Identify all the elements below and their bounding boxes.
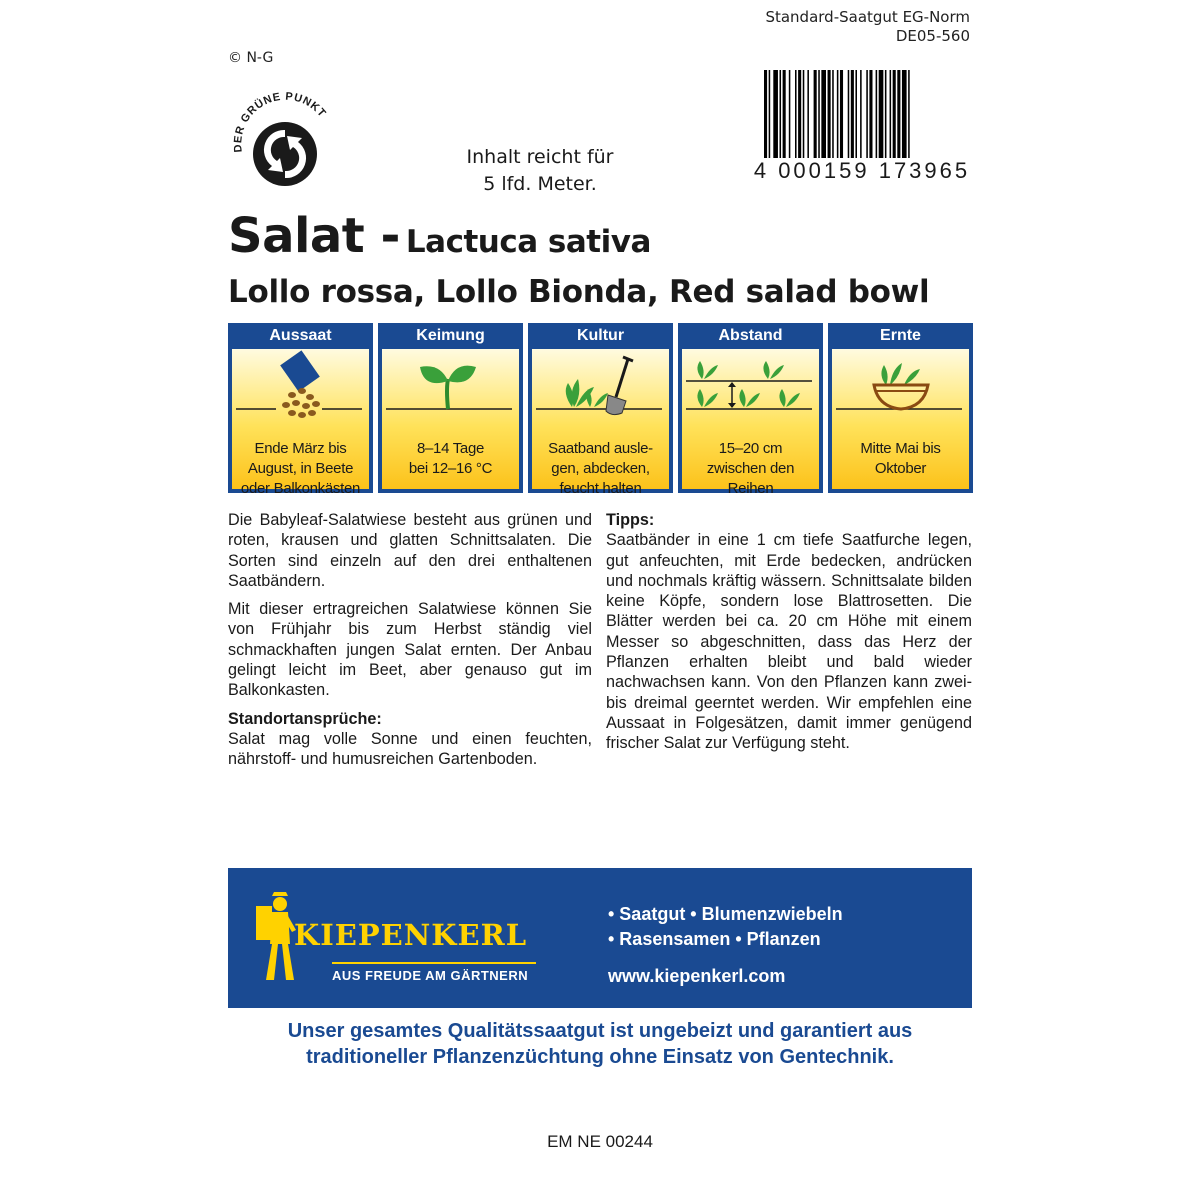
quality-note-line: traditioneller Pflanzenzüchtung ohne Einsatz von Gentechnik. <box>306 1046 894 1068</box>
gruener-punkt-logo <box>228 86 343 201</box>
quality-note-line: Unser gesamtes Qualitätssaatgut ist ungebeizt und garantiert aus <box>287 1020 913 1042</box>
brand-banner <box>228 868 972 1008</box>
product-range-line: • Rasensamen • Pflanzen <box>608 929 821 949</box>
card-kultur <box>528 323 673 497</box>
harvest-bowl-icon <box>832 349 969 437</box>
card-title: Keimung <box>416 327 485 344</box>
description-column <box>228 510 592 778</box>
card-text-line: Reihen <box>727 480 774 497</box>
brand-url: www.kiepenkerl.com <box>608 966 786 986</box>
card-text <box>532 439 669 499</box>
footer-code: EM NE 00244 <box>547 1132 653 1151</box>
copyright-note: © N-G <box>228 50 274 66</box>
card-text-line: Saatband ausle- <box>548 440 653 457</box>
description-paragraph: Die Babyleaf-Salatwiese besteht aus grünen und roten, krausen und glatten Schnittsalaten. Die Sorten sind einzeln auf den drei enthaltenen Saatbändern. <box>228 511 592 590</box>
gruener-punkt-ring-text: DER GRÜNE PUNKT <box>232 90 329 153</box>
card-text <box>682 439 819 499</box>
card-abstand <box>678 323 823 497</box>
card-text-line: bei 12–16 °C <box>408 460 493 477</box>
row-spacing-icon <box>682 349 819 437</box>
card-text <box>232 439 369 499</box>
brand-slogan: AUS FREUDE AM GÄRTNERN <box>332 968 529 983</box>
card-text <box>832 439 969 479</box>
card-text-line: Ende März bis <box>254 440 347 457</box>
card-text-line: feucht halten <box>559 480 642 497</box>
product-latin-name: Lactuca sativa <box>405 224 651 260</box>
card-text-line: Oktober <box>874 460 927 477</box>
spade-plants-icon <box>532 349 669 437</box>
card-text-line: 15–20 cm <box>718 440 783 457</box>
card-title: Aussaat <box>269 327 332 344</box>
quality-note <box>228 1018 972 1070</box>
location-text: Salat mag volle Sonne und einen feuchten, nährstoff- und humusreichen Gartenboden. <box>228 729 592 769</box>
card-title: Abstand <box>718 327 783 344</box>
seedling-icon <box>382 349 519 437</box>
card-text-line: oder Balkonkästen <box>240 480 361 497</box>
standard-line-2: DE05-560 <box>895 27 970 45</box>
product-name: Salat - <box>228 208 400 264</box>
standard-label <box>765 8 970 46</box>
tips-heading: Tipps: <box>606 511 655 529</box>
seed-packet-icon <box>232 349 369 437</box>
tips-column <box>606 510 972 762</box>
card-text <box>382 439 519 479</box>
card-aussaat <box>228 323 373 497</box>
kiepenkerl-figure-icon <box>254 888 298 988</box>
product-varieties: Lollo rossa, Lollo Bionda, Red salad bowl <box>228 274 930 310</box>
card-text-line: Mitte Mai bis <box>860 440 941 457</box>
content-note <box>440 144 640 198</box>
card-text-line: 8–14 Tage <box>416 440 485 457</box>
card-text-line: gen, abdecken, <box>551 460 650 477</box>
card-text-line: zwischen den <box>706 460 795 477</box>
card-ernte <box>828 323 973 493</box>
card-keimung <box>378 323 523 493</box>
standard-line-1: Standard-Saatgut EG-Norm <box>765 8 970 26</box>
brand-divider <box>332 962 536 964</box>
content-note-line-1: Inhalt reicht für <box>466 146 614 168</box>
barcode-digits: 4 000159 173965 <box>742 158 982 184</box>
card-text-line: August, in Beete <box>247 460 354 477</box>
description-paragraph: Mit dieser ertragreichen Salatwiese können Sie von Frühjahr bis zum Herbst ständig viel schmackhaften jungen Salat ernten. Der Anbau gelingt leicht im Beet, aber genauso gut im Balkonkasten. <box>228 600 592 700</box>
brand-wordmark: KIEPENKERL <box>294 918 528 952</box>
location-heading: Standortansprüche: <box>228 709 382 728</box>
card-title: Kultur <box>576 327 625 344</box>
product-title <box>228 208 651 264</box>
content-note-line-2: 5 lfd. Meter. <box>483 173 597 195</box>
tips-text: Saatbänder in eine 1 cm tiefe Saatfurche legen, gut anfeuchten, mit Erde bedecken, andrücken und nochmals kräftig wässern. Schnittsalate bilden keine Köpfe, sondern lose Blattrosetten. Die Blätter werden bei ca. 20 cm Höhe mit einem Messer so abgeschnitten, dass das Herz der Pflanzen erhalten bleibt und bald wieder nachwachsen kann. Von den Pflanzen kann zwei- bis dreimal geerntet werden. Wir empfehlen eine Aussaat in Folgesätzen, damit immer genügend frischer Salat zur Verfügung steht. <box>606 531 972 753</box>
product-range-line: • Saatgut • Blumenzwiebeln <box>608 904 843 924</box>
product-range <box>608 902 843 952</box>
card-title: Ernte <box>880 327 921 344</box>
